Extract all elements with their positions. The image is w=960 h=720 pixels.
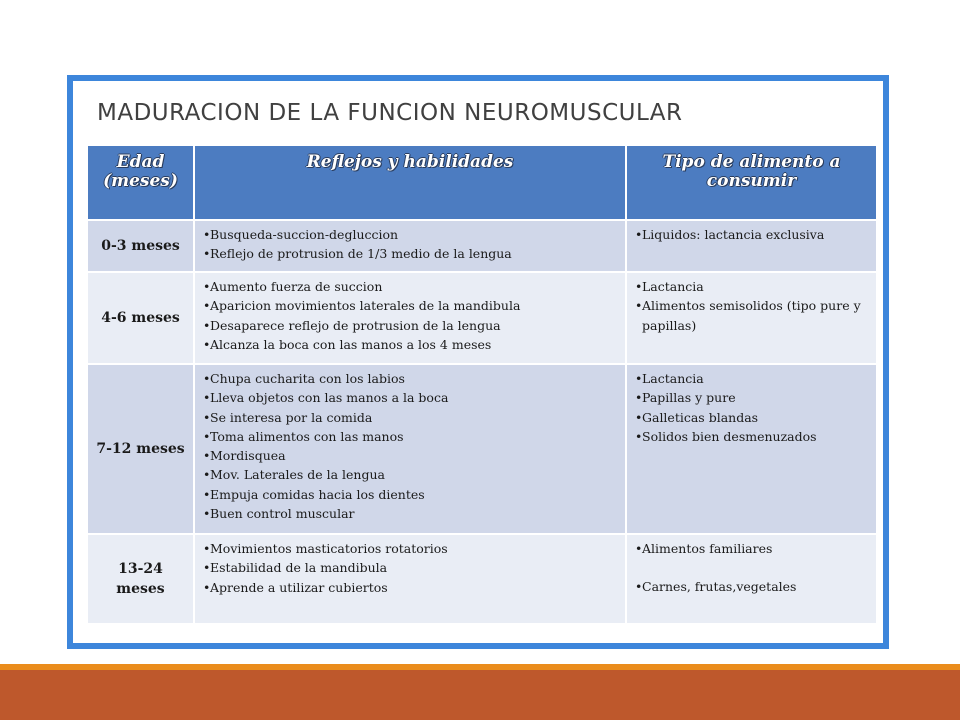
skills-cell — [194, 272, 626, 364]
table-row — [88, 364, 877, 534]
table-row — [88, 272, 877, 364]
list-item: • Mov. Laterales de la lengua — [203, 465, 618, 484]
list-item: • Se interesa por la comida — [203, 408, 618, 427]
bottom-accent-bar — [0, 664, 960, 720]
foods-cell — [626, 534, 877, 624]
skills-cell — [194, 220, 626, 272]
foods-list — [635, 277, 869, 335]
list-item: • Aumento fuerza de succion — [203, 277, 618, 296]
list-item: • Lactancia — [635, 369, 869, 388]
foods-list — [635, 369, 869, 446]
list-item: • Alimentos semisolidos (tipo pure y papillas) — [635, 296, 869, 335]
skills-list — [203, 277, 618, 354]
foods-list — [635, 225, 869, 244]
list-item: • Busqueda-succion-degluccion — [203, 225, 618, 244]
list-item: • Toma alimentos con las manos — [203, 427, 618, 446]
table-row — [88, 220, 877, 272]
age-cell: 4-6 meses — [88, 272, 194, 364]
age-cell: 0-3 meses — [88, 220, 194, 272]
list-item: • Solidos bien desmenuzados — [635, 427, 869, 446]
list-item: • Alimentos familiares — [635, 539, 869, 558]
list-item: • Aprende a utilizar cubiertos — [203, 578, 618, 597]
list-item: • Chupa cucharita con los labios — [203, 369, 618, 388]
list-item: • Lleva objetos con las manos a la boca — [203, 388, 618, 407]
list-item: • Buen control muscular — [203, 504, 618, 523]
slide-title: MADURACION DE LA FUNCION NEUROMUSCULAR — [97, 100, 683, 126]
age-cell: 13-24 meses — [88, 534, 194, 624]
header-age: Edad (meses) — [88, 146, 194, 220]
foods-cell — [626, 272, 877, 364]
list-item: • Movimientos masticatorios rotatorios — [203, 539, 618, 558]
table-header-row — [88, 146, 877, 220]
skills-list — [203, 539, 618, 597]
list-item: • Reflejo de protrusion de 1/3 medio de la lengua — [203, 244, 618, 263]
header-food: Tipo de alimento a consumir — [626, 146, 877, 220]
list-item: • Desaparece reflejo de protrusion de la lengua — [203, 316, 618, 335]
skills-list — [203, 369, 618, 523]
skills-cell — [194, 534, 626, 624]
list-item: • Aparicion movimientos laterales de la mandibula — [203, 296, 618, 315]
list-item: • Alcanza la boca con las manos a los 4 meses — [203, 335, 618, 354]
maturation-table — [88, 146, 878, 625]
list-item: • Lactancia — [635, 277, 869, 296]
skills-cell — [194, 364, 626, 534]
age-cell: 7-12 meses — [88, 364, 194, 534]
foods-list — [635, 539, 869, 597]
foods-cell — [626, 364, 877, 534]
skills-list — [203, 225, 618, 264]
list-item: • Galleticas blandas — [635, 408, 869, 427]
header-skills: Reflejos y habilidades — [194, 146, 626, 220]
list-item: • Mordisquea — [203, 446, 618, 465]
list-item: • Carnes, frutas,vegetales — [635, 577, 869, 596]
table-row — [88, 534, 877, 624]
foods-cell — [626, 220, 877, 272]
list-item: • Papillas y pure — [635, 388, 869, 407]
list-item: • Estabilidad de la mandibula — [203, 558, 618, 577]
list-item: • Empuja comidas hacia los dientes — [203, 485, 618, 504]
list-item: • Liquidos: lactancia exclusiva — [635, 225, 869, 244]
